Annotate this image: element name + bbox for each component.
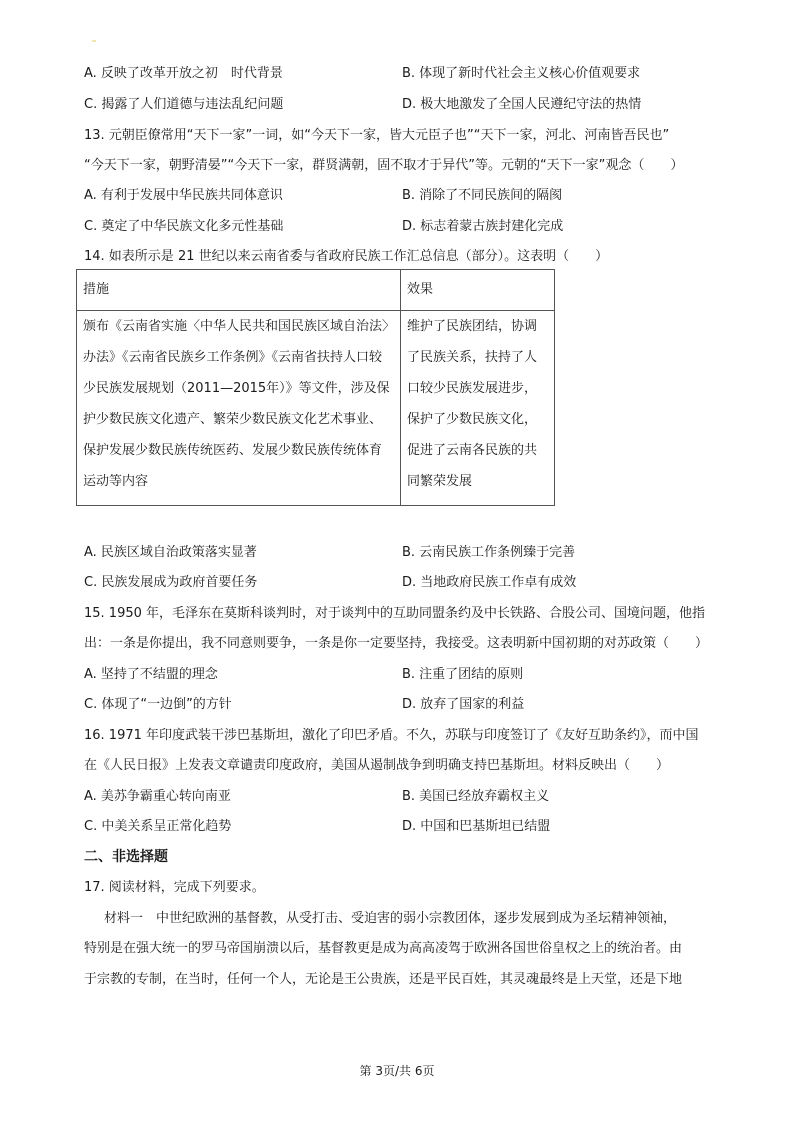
effects-line: 促进了云南各民族的共: [407, 443, 538, 458]
q13-stem-line-2: “今天下一家，朝野清晏”“今天下一家，群贤满朝，固不取才于异代”等。元朝的“天下一家”观念（ ）: [84, 158, 684, 173]
q13-option-d: D. 标志着蒙古族封建化完成: [402, 219, 564, 234]
q15-stem-line-2: 出：一条是你提出，我不同意则要争，一条是你一定要坚持，我接受。这表明新中国初期的对苏政策（ ）: [84, 636, 709, 651]
q14-option-d: D. 当地政府民族工作卓有成效: [402, 575, 577, 590]
effects-line: 同繁荣发展: [407, 474, 473, 489]
measures-line: 颁布《云南省实施〈中华人民共和国民族区域自治法〉: [83, 319, 396, 334]
q12-option-b: B. 体现了新时代社会主义核心价值观要求: [402, 66, 641, 81]
table-header-measures: 措施: [77, 270, 401, 311]
q16-option-c: C. 中美关系呈正常化趋势: [84, 819, 232, 834]
measures-line: 护少数民族文化遗产、繁荣少数民族文化艺术事业、: [83, 412, 383, 427]
q14-stem: 14. 如表所示是 21 世纪以来云南省委与省政府民族工作汇总信息（部分）。这表明（ ）: [84, 249, 609, 264]
q14-option-c: C. 民族发展成为政府首要任务: [84, 575, 258, 590]
table-cell-effects: [401, 311, 555, 506]
q15-option-c: C. 体现了“一边倒”的方针: [84, 697, 232, 712]
q16-option-b: B. 美国已经放弃霸权主义: [402, 789, 550, 804]
decorative-mark: [92, 40, 96, 42]
measures-line: 保护发展少数民族传统医药、发展少数民族传统体育: [83, 443, 383, 458]
q16-option-a: A. 美苏争霸重心转向南亚: [84, 789, 231, 804]
effects-line: 了民族关系，扶持了人: [407, 350, 538, 365]
q16-stem-line-1: 16. 1971 年印度武装干涉巴基斯坦，激化了印巴矛盾。不久，苏联与印度签订了《友好互助条约》，而中国: [84, 728, 699, 743]
measures-line: 运动等内容: [83, 474, 149, 489]
measures-line: 少民族发展规划（2011—2015年）》等文件，涉及保: [83, 381, 390, 396]
q17-material-line-3: 于宗教的专制，在当时，任何一个人，无论是王公贵族，还是平民百姓，其灵魂最终是上天堂，还是下地: [84, 972, 683, 987]
q15-option-b: B. 注重了团结的原则: [402, 667, 524, 682]
q13-stem-line-1: 13. 元朝臣僚常用“天下一家”一词，如“今天下一家，皆大元臣子也”“天下一家，河北、河南皆吾民也”: [84, 128, 670, 143]
q15-option-a: A. 坚持了不结盟的理念: [84, 667, 218, 682]
q12-option-c: C. 揭露了人们道德与违法乱纪问题: [84, 97, 284, 112]
q14-option-b: B. 云南民族工作条例臻于完善: [402, 545, 576, 560]
table-cell-measures: [77, 311, 401, 506]
q12-option-d: D. 极大地激发了全国人民遵纪守法的热情: [402, 97, 642, 112]
q17-stem: 17. 阅读材料，完成下列要求。: [84, 880, 265, 895]
q15-option-d: D. 放弃了国家的利益: [402, 697, 525, 712]
q13-option-b: B. 消除了不同民族间的隔阂: [402, 188, 563, 203]
q15-stem-line-1: 15. 1950 年，毛泽东在莫斯科谈判时，对于谈判中的互助同盟条约及中长铁路、合股公司、国境问题，他指: [84, 606, 706, 621]
q12-option-a: A. 反映了改革开放之初 时代背景: [84, 66, 283, 81]
q14-table: [76, 269, 555, 506]
q13-option-c: C. 奠定了中华民族文化多元性基础: [84, 219, 284, 234]
page-number: 第 3页/共 6页: [359, 1064, 435, 1078]
q16-stem-line-2: 在《人民日报》上发表文章谴责印度政府，美国从遏制战争到明确支持巴基斯坦。材料反映出（ ）: [84, 758, 670, 773]
q17-material-line-1: 材料一 中世纪欧洲的基督教，从受打击、受迫害的弱小宗教团体，逐步发展到成为圣坛精神领袖，: [104, 911, 677, 926]
effects-line: 口较少民族发展进步，: [407, 381, 538, 396]
measures-line: 办法》《云南省民族乡工作条例》《云南省扶持人口较: [83, 350, 383, 365]
table-header-effects: 效果: [401, 270, 555, 311]
effects-line: 保护了少数民族文化，: [407, 412, 538, 427]
q17-material-line-2: 特别是在强大统一的罗马帝国崩溃以后，基督教更是成为高高凌驾于欧洲各国世俗皇权之上的统治者。由: [84, 941, 683, 956]
effects-line: 维护了民族团结，协调: [407, 319, 538, 334]
q16-option-d: D. 中国和巴基斯坦已结盟: [402, 819, 551, 834]
table-header-row: [77, 270, 555, 311]
section-title: 二、非选择题: [84, 849, 168, 865]
table-row: [77, 311, 555, 506]
q14-option-a: A. 民族区域自治政策落实显著: [84, 545, 257, 560]
q13-option-a: A. 有利于发展中华民族共同体意识: [84, 188, 283, 203]
